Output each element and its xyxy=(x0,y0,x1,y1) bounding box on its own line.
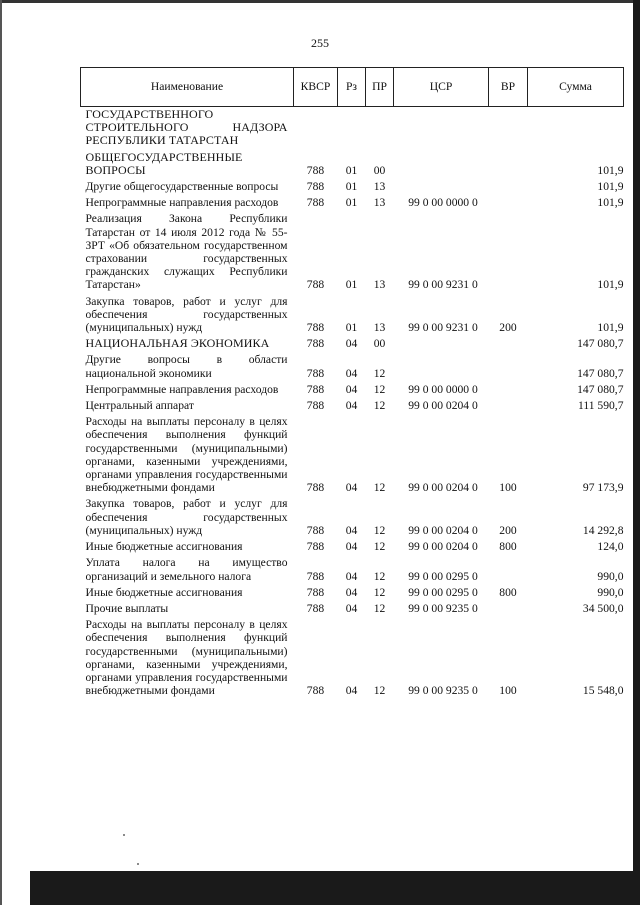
cell-rz: 04 xyxy=(345,399,358,413)
cell-pr: 12 xyxy=(373,523,386,537)
cell-sum: 990,0 xyxy=(597,569,624,583)
cell-kvsr: 788 xyxy=(306,569,325,583)
cell-csr: 99 0 00 0204 0 xyxy=(408,540,478,554)
cell-csr: 99 0 00 0204 0 xyxy=(408,523,478,537)
cell-sum: 14 292,8 xyxy=(582,523,624,537)
header-sum: Сумма xyxy=(528,68,624,107)
table-row xyxy=(81,294,624,337)
cell-sum: 147 080,7 xyxy=(577,337,624,351)
cell-vr: 200 xyxy=(499,321,517,335)
cell-csr: 99 0 00 0204 0 xyxy=(408,399,478,413)
cell-name: Уплата налога на имущество организаций и земельного налога xyxy=(85,556,288,583)
cell-pr: 00 xyxy=(373,337,386,351)
cell-pr: 12 xyxy=(373,684,386,698)
cell-pr: 12 xyxy=(373,569,386,583)
cell-name: Непрограммные направления расходов xyxy=(85,196,279,210)
cell-kvsr: 788 xyxy=(306,337,325,351)
cell-vr: 800 xyxy=(499,585,517,599)
table-row xyxy=(81,195,624,211)
cell-name: Прочие выплаты xyxy=(85,601,169,615)
table-row xyxy=(81,496,624,539)
cell-name: Расходы на выплаты персоналу в целях обеспечения выполнения функций государственными (муниципальными) органами, казенными учреждениями, органами управления государственными внебюджетными фондами xyxy=(85,415,288,495)
header-csr: ЦСР xyxy=(394,68,489,107)
cell-rz: 01 xyxy=(345,196,358,210)
cell-name: Иные бюджетные ассигнования xyxy=(85,585,243,599)
cell-pr: 12 xyxy=(373,399,386,413)
cell-name: Другие вопросы в области национальной экономики xyxy=(85,353,288,380)
table-row xyxy=(81,211,624,293)
cell-rz: 04 xyxy=(345,540,358,554)
cell-csr xyxy=(394,150,489,179)
cell-csr: 99 0 00 9231 0 xyxy=(408,321,478,335)
table-row xyxy=(81,107,624,150)
cell-rz: 04 xyxy=(345,481,358,495)
cell-name: НАЦИОНАЛЬНАЯ ЭКОНОМИКА xyxy=(85,336,270,351)
cell-kvsr: 788 xyxy=(306,585,325,599)
table-row xyxy=(81,352,624,381)
cell-sum xyxy=(528,107,624,150)
cell-name: Другие общегосударственные вопросы xyxy=(85,180,279,194)
cell-pr xyxy=(366,107,394,150)
cell-vr: 100 xyxy=(499,481,517,495)
scan-speck xyxy=(123,834,125,836)
cell-kvsr: 788 xyxy=(306,278,325,292)
scan-edge-bottom xyxy=(30,871,640,905)
cell-rz: 04 xyxy=(345,601,358,615)
cell-kvsr: 788 xyxy=(306,601,325,615)
header-pr: ПР xyxy=(366,68,394,107)
cell-vr xyxy=(489,352,528,381)
cell-vr xyxy=(489,150,528,179)
cell-pr: 13 xyxy=(373,196,386,210)
cell-pr: 12 xyxy=(373,585,386,599)
header-rz: Рз xyxy=(338,68,366,107)
cell-name: ГОСУДАРСТВЕННОГО СТРОИТЕЛЬНОГО НАДЗОРА РЕСПУБЛИКИ ТАТАРСТАН xyxy=(85,107,288,148)
cell-sum: 101,9 xyxy=(597,180,624,194)
cell-csr: 99 0 00 9235 0 xyxy=(408,601,478,615)
budget-table xyxy=(80,67,624,699)
cell-vr xyxy=(489,211,528,293)
cell-csr: 99 0 00 0000 0 xyxy=(408,196,478,210)
table-row xyxy=(81,382,624,398)
cell-kvsr: 788 xyxy=(306,163,325,177)
scan-edge-top xyxy=(0,0,640,3)
cell-csr: 99 0 00 0000 0 xyxy=(408,382,478,396)
cell-vr xyxy=(489,107,528,150)
cell-rz: 04 xyxy=(345,569,358,583)
cell-name: Расходы на выплаты персоналу в целях обеспечения выполнения функций государственными (муниципальными) органами, казенными учреждениями, органами управления государственными внебюджетными фондами xyxy=(85,618,288,698)
cell-kvsr: 788 xyxy=(306,366,325,380)
cell-vr: 100 xyxy=(499,684,517,698)
cell-csr xyxy=(394,179,489,195)
cell-rz: 01 xyxy=(345,321,358,335)
cell-kvsr: 788 xyxy=(306,684,325,698)
cell-rz: 01 xyxy=(345,180,358,194)
header-name: Наименование xyxy=(81,68,294,107)
cell-rz: 04 xyxy=(345,337,358,351)
cell-kvsr: 788 xyxy=(306,321,325,335)
cell-sum: 101,9 xyxy=(597,163,624,177)
cell-pr: 13 xyxy=(373,278,386,292)
cell-rz: 04 xyxy=(345,382,358,396)
table-row xyxy=(81,601,624,617)
cell-sum: 101,9 xyxy=(597,196,624,210)
cell-csr: 99 0 00 0295 0 xyxy=(408,585,478,599)
cell-sum: 97 173,9 xyxy=(582,481,624,495)
cell-kvsr: 788 xyxy=(306,523,325,537)
cell-vr xyxy=(489,382,528,398)
cell-sum: 990,0 xyxy=(597,585,624,599)
cell-csr: 99 0 00 9231 0 xyxy=(408,278,478,292)
cell-pr: 12 xyxy=(373,366,386,380)
cell-sum: 124,0 xyxy=(597,540,624,554)
page-number: 255 xyxy=(311,36,329,50)
cell-pr: 13 xyxy=(373,321,386,335)
cell-csr xyxy=(394,336,489,352)
cell-kvsr: 788 xyxy=(306,180,325,194)
cell-csr: 99 0 00 0295 0 xyxy=(408,569,478,583)
cell-rz: 04 xyxy=(345,523,358,537)
cell-csr: 99 0 00 0204 0 xyxy=(408,481,478,495)
cell-name: Центральный аппарат xyxy=(85,399,194,413)
cell-vr xyxy=(489,336,528,352)
cell-sum: 34 500,0 xyxy=(582,601,624,615)
cell-vr: 800 xyxy=(499,540,517,554)
table-row xyxy=(81,150,624,179)
cell-vr xyxy=(489,179,528,195)
cell-name: Иные бюджетные ассигнования xyxy=(85,540,243,554)
cell-name: Непрограммные направления расходов xyxy=(85,382,279,396)
table-row xyxy=(81,414,624,496)
cell-kvsr xyxy=(294,107,338,150)
table-row xyxy=(81,179,624,195)
table-row xyxy=(81,585,624,601)
cell-pr: 12 xyxy=(373,601,386,615)
cell-pr: 12 xyxy=(373,540,386,554)
table-header-row xyxy=(81,68,624,107)
header-vr: ВР xyxy=(489,68,528,107)
scan-edge-right xyxy=(633,0,640,905)
table-row xyxy=(81,398,624,414)
table-row xyxy=(81,617,624,699)
cell-rz: 04 xyxy=(345,585,358,599)
cell-name: Закупка товаров, работ и услуг для обеспечения государственных (муниципальных) нужд xyxy=(85,294,288,335)
cell-name: Реализация Закона Республики Татарстан от 14 июля 2012 года № 55-ЗРТ «Об обязательном государственном страховании государственных гражданских служащих Республики Татарстан» xyxy=(85,212,288,292)
table-row xyxy=(81,555,624,584)
cell-sum: 147 080,7 xyxy=(577,382,624,396)
cell-kvsr: 788 xyxy=(306,196,325,210)
cell-kvsr: 788 xyxy=(306,399,325,413)
cell-csr xyxy=(394,352,489,381)
cell-name: Закупка товаров, работ и услуг для обеспечения государственных (муниципальных) нужд xyxy=(85,497,288,537)
scan-speck xyxy=(137,863,139,865)
cell-pr: 13 xyxy=(373,180,386,194)
scan-edge-left xyxy=(0,0,2,905)
cell-kvsr: 788 xyxy=(306,540,325,554)
cell-csr: 99 0 00 9235 0 xyxy=(408,684,478,698)
cell-vr xyxy=(489,195,528,211)
cell-csr xyxy=(394,107,489,150)
cell-name: ОБЩЕГОСУДАРСТВЕННЫЕ ВОПРОСЫ xyxy=(85,149,243,177)
cell-sum: 15 548,0 xyxy=(582,684,624,698)
cell-vr: 200 xyxy=(499,523,517,537)
cell-pr: 12 xyxy=(373,382,386,396)
cell-vr xyxy=(489,555,528,584)
cell-sum: 111 590,7 xyxy=(577,399,624,413)
table-row xyxy=(81,336,624,352)
cell-rz: 01 xyxy=(345,278,358,292)
cell-rz: 04 xyxy=(345,366,358,380)
table-row xyxy=(81,539,624,555)
cell-rz xyxy=(338,107,366,150)
cell-pr: 12 xyxy=(373,481,386,495)
cell-pr: 00 xyxy=(373,163,386,177)
header-kvsr: КВСР xyxy=(294,68,338,107)
cell-vr xyxy=(489,398,528,414)
cell-kvsr: 788 xyxy=(306,481,325,495)
cell-sum: 101,9 xyxy=(597,321,624,335)
cell-vr xyxy=(489,601,528,617)
cell-rz: 01 xyxy=(345,163,358,177)
cell-sum: 147 080,7 xyxy=(577,366,624,380)
cell-sum: 101,9 xyxy=(597,278,624,292)
cell-rz: 04 xyxy=(345,684,358,698)
cell-kvsr: 788 xyxy=(306,382,325,396)
